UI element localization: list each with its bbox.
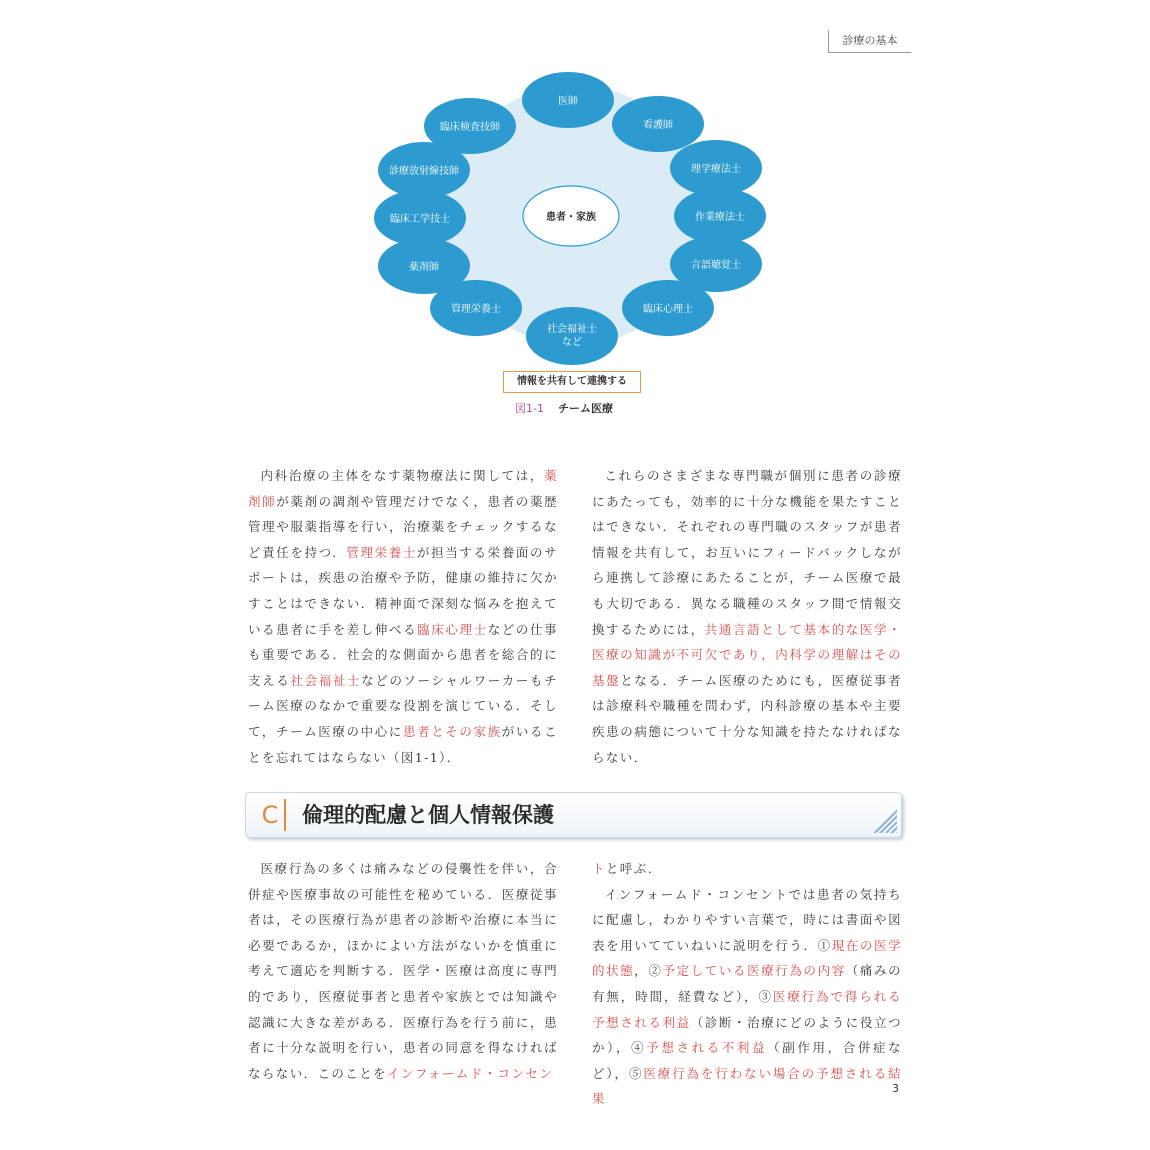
node-label: 臨床心理士	[643, 304, 693, 315]
node-lab-technologist	[424, 98, 516, 154]
column-4	[592, 856, 902, 1112]
node-label: など	[562, 337, 582, 348]
text-run: （痛みの有無，時間，経費など），③	[592, 963, 902, 1004]
paragraph	[592, 856, 902, 882]
text-run: （診断・治療にどのように役立つか），④	[592, 1014, 902, 1056]
column-1	[248, 463, 558, 770]
text-run: などのソーシャルワーカーもチーム医療のなかで重要な役割を演じている．そして，チーム医療の中心に	[248, 672, 558, 739]
node-pharmacist	[378, 238, 470, 294]
highlight-term: 社会福祉士	[290, 672, 362, 688]
section-title: 倫理的配慮と個人情報保護	[302, 803, 554, 827]
figure-caption	[515, 400, 645, 420]
node-label: 作業療法士	[695, 212, 745, 223]
node-label: 臨床検査技師	[440, 122, 500, 133]
node-label: 看護師	[643, 120, 673, 131]
highlight-term: ト	[592, 861, 606, 876]
text-run: 内科治療の主体をなす薬物療法に関しては，	[260, 468, 545, 483]
paragraph	[248, 463, 558, 770]
highlight-term: 管理栄養士	[346, 544, 417, 560]
running-head: 診療の基本	[828, 30, 911, 53]
node-occupational-therapist	[674, 188, 766, 244]
highlight-term: 予定している医療行為の内容	[662, 963, 846, 979]
text-run: となる．チーム医療のためにも，医療従事者は診療科や職種を問わず，内科診療の基本や主要疾患の病態について十分な知識を持たなければならない．	[592, 672, 902, 765]
page-number: 3	[892, 1082, 899, 1095]
highlight-term: 医療行為で得られる予想される利益	[592, 988, 902, 1030]
section-heading	[245, 792, 902, 838]
text-run: ，②	[634, 963, 663, 979]
highlight-term: 薬剤師	[248, 468, 558, 509]
highlight-term: 共通言語として基本的な医学・医療の知識が不可欠であり，内科学の理解はその基盤	[592, 621, 902, 688]
text-run: がいることを忘れてはならない（図1-1）．	[248, 723, 558, 765]
highlight-term: 臨床心理士	[417, 621, 488, 637]
text-run: などの仕事も重要である．社会的な側面から患者を総合的に支える	[248, 621, 558, 688]
share-info-box: 情報を共有して連携する	[503, 371, 641, 393]
text-run: インフォームド・コンセントでは患者の気持ちに配慮し，わかりやすい言葉で，時には書面や図表を用いてていねいに説明を行う．①	[592, 886, 902, 953]
node-clinical-engineer	[374, 190, 466, 246]
paragraph	[592, 882, 902, 1112]
node-nurse	[612, 96, 704, 152]
text-run: （副作用，合併症など），⑤	[592, 1040, 902, 1081]
team-medicine-figure	[340, 60, 810, 370]
highlight-term: 医療行為を行わない場合の予想される結果	[592, 1065, 902, 1107]
column-2	[592, 463, 902, 770]
figure-title: チーム医療	[557, 402, 613, 415]
node-social-worker	[526, 307, 618, 365]
text-run: が担当する栄養面のサポートは，疾患の治療や予防，健康の維持に欠かすことはできない．精神面で深刻な悩みを抱えている患者に手を差し伸べる	[248, 544, 558, 637]
text-run: 医療行為の多くは痛みなどの侵襲性を伴い，合併症や医療事故の可能性を秘めている．医療従事者は，その医療行為が患者の診断や治療に本当に必要であるか，ほかによい方法がないかを慎重に考えて適応を判断する．医学・医療は高度に専門的であり，医療従事者と患者や家族とでは知識や認識に大きな差がある．医療行為を行う前に，患者に十分な説明を行い，患者の同意を得なければならない．このことを	[248, 861, 558, 1081]
corner-decoration	[871, 807, 897, 833]
node-label: 薬剤師	[409, 262, 439, 273]
highlight-term: 現在の医学的状態	[592, 937, 902, 979]
text-run: これらのさまざまな専門職が個別に患者の診療にあたっても，効率的に十分な機能を果たすことはできない．それぞれの専門職のスタッフが患者情報を共有して，お互いにフィードバックしながら連携して診療にあたることが，チーム医療で最も大切である．異なる職種のスタッフ間で情報交換するためには，	[592, 468, 902, 637]
node-clinical-psychologist	[622, 280, 714, 336]
section-letter: C	[256, 799, 286, 831]
node-label: 社会福祉士	[547, 324, 597, 335]
node-label: 言語聴覚士	[691, 260, 741, 271]
node-label: 理学療法士	[691, 164, 741, 175]
figure-number: 図1-1	[515, 402, 544, 415]
node-physical-therapist	[670, 140, 762, 196]
text-run: が薬剤の調剤や管理だけでなく，患者の薬歴管理や服薬指導を行い，治療薬をチェックするなど責任を持つ．	[248, 493, 558, 560]
node-label: 臨床工学技士	[390, 214, 450, 225]
paragraph	[592, 463, 902, 770]
node-doctor	[522, 72, 614, 128]
node-label: 管理栄養士	[451, 304, 501, 315]
column-3	[248, 856, 558, 1086]
text-run: と呼ぶ．	[605, 861, 662, 876]
node-label: 診療放射線技師	[389, 166, 459, 177]
highlight-term: インフォームド・コンセン	[387, 1065, 554, 1081]
highlight-term: 予想される不利益	[646, 1040, 768, 1056]
node-label: 医師	[558, 96, 578, 107]
highlight-term: 患者とその家族	[402, 723, 502, 739]
center-label: 患者・家族	[546, 212, 596, 223]
paragraph	[248, 856, 558, 1086]
